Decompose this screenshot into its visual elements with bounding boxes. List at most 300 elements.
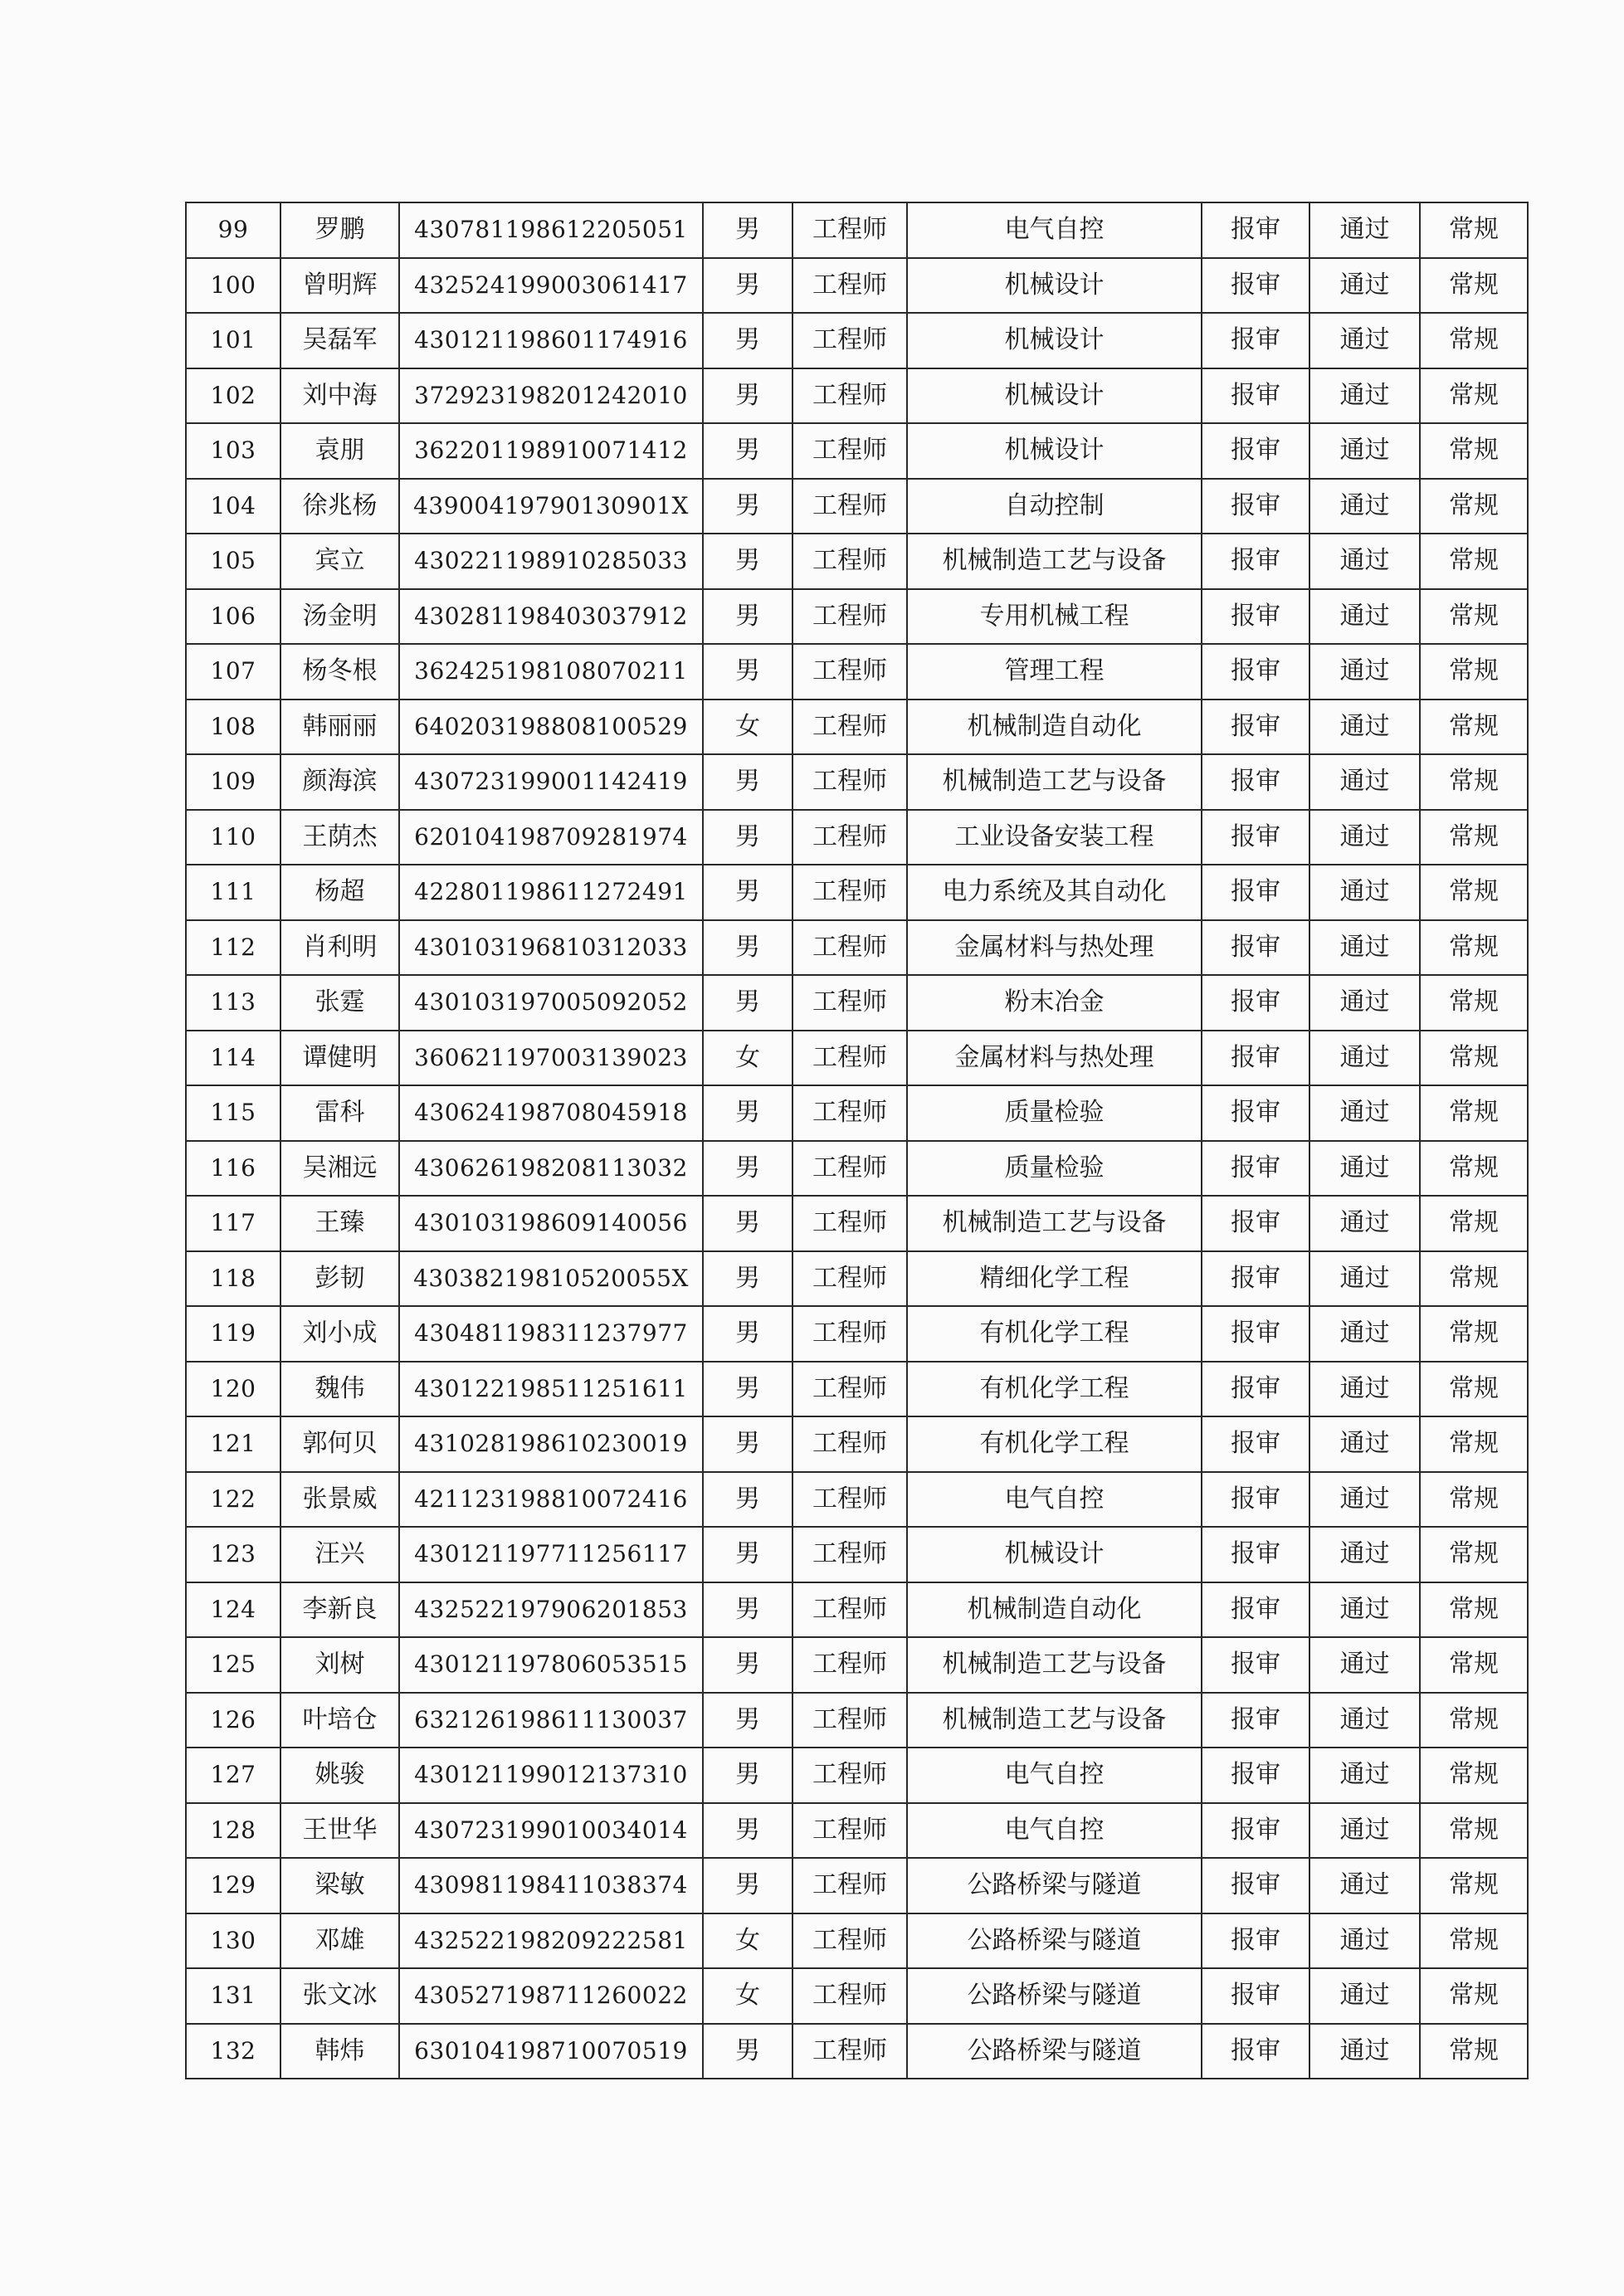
review-type-cell: 报审 xyxy=(1202,1306,1309,1362)
gender-cell: 男 xyxy=(703,1803,792,1859)
serial-number-cell: 125 xyxy=(186,1637,280,1693)
gender-cell: 男 xyxy=(703,589,792,645)
review-type-cell: 报审 xyxy=(1202,1251,1309,1307)
gender-cell: 男 xyxy=(703,754,792,810)
result-cell: 通过 xyxy=(1309,1306,1420,1362)
gender-cell: 女 xyxy=(703,1968,792,2024)
gender-cell: 男 xyxy=(703,1251,792,1307)
channel-cell: 常规 xyxy=(1420,1196,1528,1251)
review-type-cell: 报审 xyxy=(1202,1031,1309,1086)
name-cell: 张文冰 xyxy=(280,1968,399,2024)
serial-number-cell: 108 xyxy=(186,700,280,755)
result-cell: 通过 xyxy=(1309,1196,1420,1251)
id-number-cell: 43900419790130901X xyxy=(399,479,703,534)
title-cell: 工程师 xyxy=(792,754,907,810)
title-cell: 工程师 xyxy=(792,1527,907,1582)
table-row xyxy=(186,1472,1528,1528)
id-number-cell: 430221198910285033 xyxy=(399,534,703,589)
table-row xyxy=(186,1803,1528,1859)
title-cell: 工程师 xyxy=(792,1968,907,2024)
major-cell: 质量检验 xyxy=(907,1085,1202,1141)
table-row xyxy=(186,810,1528,865)
major-cell: 公路桥梁与隧道 xyxy=(907,1913,1202,1969)
major-cell: 机械制造工艺与设备 xyxy=(907,1637,1202,1693)
name-cell: 彭韧 xyxy=(280,1251,399,1307)
id-number-cell: 430281198403037912 xyxy=(399,589,703,645)
major-cell: 金属材料与热处理 xyxy=(907,920,1202,976)
serial-number-cell: 124 xyxy=(186,1582,280,1638)
serial-number-cell: 127 xyxy=(186,1748,280,1803)
id-number-cell: 432522198209222581 xyxy=(399,1913,703,1969)
id-number-cell: 430122198511251611 xyxy=(399,1362,703,1417)
result-cell: 通过 xyxy=(1309,1085,1420,1141)
id-number-cell: 430121197806053515 xyxy=(399,1637,703,1693)
gender-cell: 男 xyxy=(703,1472,792,1528)
name-cell: 杨超 xyxy=(280,865,399,920)
gender-cell: 男 xyxy=(703,1141,792,1197)
gender-cell: 男 xyxy=(703,1693,792,1748)
channel-cell: 常规 xyxy=(1420,1913,1528,1969)
review-type-cell: 报审 xyxy=(1202,1968,1309,2024)
major-cell: 管理工程 xyxy=(907,644,1202,700)
title-cell: 工程师 xyxy=(792,975,907,1031)
major-cell: 机械制造工艺与设备 xyxy=(907,754,1202,810)
channel-cell: 常规 xyxy=(1420,202,1528,258)
id-number-cell: 640203198808100529 xyxy=(399,700,703,755)
result-cell: 通过 xyxy=(1309,1141,1420,1197)
result-cell: 通过 xyxy=(1309,1527,1420,1582)
title-cell: 工程师 xyxy=(792,920,907,976)
serial-number-cell: 121 xyxy=(186,1416,280,1472)
review-type-cell: 报审 xyxy=(1202,258,1309,314)
table-row xyxy=(186,1251,1528,1307)
table-row xyxy=(186,2024,1528,2079)
table-row xyxy=(186,1858,1528,1913)
major-cell: 机械制造自动化 xyxy=(907,700,1202,755)
serial-number-cell: 102 xyxy=(186,368,280,424)
result-cell: 通过 xyxy=(1309,1031,1420,1086)
channel-cell: 常规 xyxy=(1420,1251,1528,1307)
review-type-cell: 报审 xyxy=(1202,589,1309,645)
title-cell: 工程师 xyxy=(792,865,907,920)
result-cell: 通过 xyxy=(1309,534,1420,589)
result-cell: 通过 xyxy=(1309,1748,1420,1803)
result-cell: 通过 xyxy=(1309,1362,1420,1417)
id-number-cell: 430121197711256117 xyxy=(399,1527,703,1582)
name-cell: 吴磊军 xyxy=(280,313,399,368)
name-cell: 刘中海 xyxy=(280,368,399,424)
result-cell: 通过 xyxy=(1309,313,1420,368)
channel-cell: 常规 xyxy=(1420,1472,1528,1528)
review-type-cell: 报审 xyxy=(1202,1693,1309,1748)
result-cell: 通过 xyxy=(1309,754,1420,810)
id-number-cell: 432522197906201853 xyxy=(399,1582,703,1638)
serial-number-cell: 122 xyxy=(186,1472,280,1528)
review-type-cell: 报审 xyxy=(1202,2024,1309,2079)
title-cell: 工程师 xyxy=(792,1582,907,1638)
id-number-cell: 421123198810072416 xyxy=(399,1472,703,1528)
id-number-cell: 362201198910071412 xyxy=(399,423,703,479)
major-cell: 有机化学工程 xyxy=(907,1416,1202,1472)
table-row xyxy=(186,313,1528,368)
gender-cell: 女 xyxy=(703,1031,792,1086)
major-cell: 电气自控 xyxy=(907,1748,1202,1803)
gender-cell: 男 xyxy=(703,644,792,700)
id-number-cell: 430527198711260022 xyxy=(399,1968,703,2024)
major-cell: 机械设计 xyxy=(907,313,1202,368)
title-cell: 工程师 xyxy=(792,810,907,865)
review-type-cell: 报审 xyxy=(1202,313,1309,368)
title-cell: 工程师 xyxy=(792,644,907,700)
major-cell: 机械设计 xyxy=(907,258,1202,314)
channel-cell: 常规 xyxy=(1420,534,1528,589)
result-cell: 通过 xyxy=(1309,1637,1420,1693)
table-row xyxy=(186,1141,1528,1197)
review-type-cell: 报审 xyxy=(1202,479,1309,534)
result-cell: 通过 xyxy=(1309,1803,1420,1859)
channel-cell: 常规 xyxy=(1420,1527,1528,1582)
result-cell: 通过 xyxy=(1309,479,1420,534)
review-type-cell: 报审 xyxy=(1202,1416,1309,1472)
serial-number-cell: 115 xyxy=(186,1085,280,1141)
result-cell: 通过 xyxy=(1309,810,1420,865)
major-cell: 机械制造工艺与设备 xyxy=(907,534,1202,589)
major-cell: 机械制造工艺与设备 xyxy=(907,1693,1202,1748)
serial-number-cell: 109 xyxy=(186,754,280,810)
serial-number-cell: 106 xyxy=(186,589,280,645)
review-type-cell: 报审 xyxy=(1202,810,1309,865)
serial-number-cell: 123 xyxy=(186,1527,280,1582)
result-cell: 通过 xyxy=(1309,1693,1420,1748)
channel-cell: 常规 xyxy=(1420,1031,1528,1086)
review-type-cell: 报审 xyxy=(1202,1141,1309,1197)
serial-number-cell: 104 xyxy=(186,479,280,534)
title-cell: 工程师 xyxy=(792,1362,907,1417)
channel-cell: 常规 xyxy=(1420,975,1528,1031)
channel-cell: 常规 xyxy=(1420,1085,1528,1141)
title-cell: 工程师 xyxy=(792,700,907,755)
id-number-cell: 430121199012137310 xyxy=(399,1748,703,1803)
id-number-cell: 430723199001142419 xyxy=(399,754,703,810)
title-cell: 工程师 xyxy=(792,1196,907,1251)
table-row xyxy=(186,865,1528,920)
serial-number-cell: 101 xyxy=(186,313,280,368)
table-row xyxy=(186,1913,1528,1969)
result-cell: 通过 xyxy=(1309,865,1420,920)
major-cell: 电气自控 xyxy=(907,1472,1202,1528)
review-type-cell: 报审 xyxy=(1202,1085,1309,1141)
result-cell: 通过 xyxy=(1309,202,1420,258)
table-row xyxy=(186,589,1528,645)
serial-number-cell: 111 xyxy=(186,865,280,920)
major-cell: 有机化学工程 xyxy=(907,1306,1202,1362)
id-number-cell: 630104198710070519 xyxy=(399,2024,703,2079)
id-number-cell: 372923198201242010 xyxy=(399,368,703,424)
major-cell: 专用机械工程 xyxy=(907,589,1202,645)
name-cell: 罗鹏 xyxy=(280,202,399,258)
channel-cell: 常规 xyxy=(1420,258,1528,314)
id-number-cell: 422801198611272491 xyxy=(399,865,703,920)
channel-cell: 常规 xyxy=(1420,810,1528,865)
name-cell: 李新良 xyxy=(280,1582,399,1638)
name-cell: 郭何贝 xyxy=(280,1416,399,1472)
review-type-cell: 报审 xyxy=(1202,1913,1309,1969)
table-row xyxy=(186,1748,1528,1803)
name-cell: 雷科 xyxy=(280,1085,399,1141)
id-number-cell: 430103196810312033 xyxy=(399,920,703,976)
id-number-cell: 430103198609140056 xyxy=(399,1196,703,1251)
name-cell: 王荫杰 xyxy=(280,810,399,865)
name-cell: 王臻 xyxy=(280,1196,399,1251)
title-cell: 工程师 xyxy=(792,1637,907,1693)
name-cell: 韩炜 xyxy=(280,2024,399,2079)
channel-cell: 常规 xyxy=(1420,1582,1528,1638)
name-cell: 张霆 xyxy=(280,975,399,1031)
channel-cell: 常规 xyxy=(1420,589,1528,645)
channel-cell: 常规 xyxy=(1420,1362,1528,1417)
gender-cell: 男 xyxy=(703,1748,792,1803)
id-number-cell: 43038219810520055X xyxy=(399,1251,703,1307)
result-cell: 通过 xyxy=(1309,920,1420,976)
review-type-cell: 报审 xyxy=(1202,1803,1309,1859)
name-cell: 魏伟 xyxy=(280,1362,399,1417)
review-type-cell: 报审 xyxy=(1202,368,1309,424)
table-row xyxy=(186,202,1528,258)
gender-cell: 男 xyxy=(703,1582,792,1638)
table-row xyxy=(186,1416,1528,1472)
table-row xyxy=(186,1362,1528,1417)
channel-cell: 常规 xyxy=(1420,313,1528,368)
serial-number-cell: 132 xyxy=(186,2024,280,2079)
result-cell: 通过 xyxy=(1309,644,1420,700)
serial-number-cell: 100 xyxy=(186,258,280,314)
roster-body xyxy=(186,202,1528,2079)
id-number-cell: 362425198108070211 xyxy=(399,644,703,700)
result-cell: 通过 xyxy=(1309,1472,1420,1528)
review-type-cell: 报审 xyxy=(1202,202,1309,258)
table-row xyxy=(186,1306,1528,1362)
result-cell: 通过 xyxy=(1309,2024,1420,2079)
major-cell: 电气自控 xyxy=(907,202,1202,258)
gender-cell: 男 xyxy=(703,423,792,479)
serial-number-cell: 103 xyxy=(186,423,280,479)
major-cell: 公路桥梁与隧道 xyxy=(907,1858,1202,1913)
name-cell: 徐兆杨 xyxy=(280,479,399,534)
table-row xyxy=(186,1085,1528,1141)
name-cell: 汪兴 xyxy=(280,1527,399,1582)
review-type-cell: 报审 xyxy=(1202,1472,1309,1528)
name-cell: 张景威 xyxy=(280,1472,399,1528)
channel-cell: 常规 xyxy=(1420,865,1528,920)
name-cell: 汤金明 xyxy=(280,589,399,645)
review-type-cell: 报审 xyxy=(1202,1196,1309,1251)
name-cell: 谭健明 xyxy=(280,1031,399,1086)
serial-number-cell: 117 xyxy=(186,1196,280,1251)
serial-number-cell: 119 xyxy=(186,1306,280,1362)
name-cell: 颜海滨 xyxy=(280,754,399,810)
id-number-cell: 620104198709281974 xyxy=(399,810,703,865)
gender-cell: 男 xyxy=(703,1416,792,1472)
result-cell: 通过 xyxy=(1309,700,1420,755)
name-cell: 梁敏 xyxy=(280,1858,399,1913)
serial-number-cell: 112 xyxy=(186,920,280,976)
channel-cell: 常规 xyxy=(1420,700,1528,755)
title-cell: 工程师 xyxy=(792,1748,907,1803)
channel-cell: 常规 xyxy=(1420,754,1528,810)
result-cell: 通过 xyxy=(1309,1416,1420,1472)
result-cell: 通过 xyxy=(1309,1913,1420,1969)
name-cell: 肖利明 xyxy=(280,920,399,976)
gender-cell: 男 xyxy=(703,865,792,920)
result-cell: 通过 xyxy=(1309,975,1420,1031)
roster-table xyxy=(185,202,1529,2079)
id-number-cell: 430781198612205051 xyxy=(399,202,703,258)
name-cell: 韩丽丽 xyxy=(280,700,399,755)
channel-cell: 常规 xyxy=(1420,1748,1528,1803)
major-cell: 金属材料与热处理 xyxy=(907,1031,1202,1086)
id-number-cell: 430624198708045918 xyxy=(399,1085,703,1141)
serial-number-cell: 129 xyxy=(186,1858,280,1913)
gender-cell: 男 xyxy=(703,1196,792,1251)
title-cell: 工程师 xyxy=(792,534,907,589)
table-row xyxy=(186,423,1528,479)
channel-cell: 常规 xyxy=(1420,1416,1528,1472)
review-type-cell: 报审 xyxy=(1202,534,1309,589)
title-cell: 工程师 xyxy=(792,479,907,534)
title-cell: 工程师 xyxy=(792,1085,907,1141)
channel-cell: 常规 xyxy=(1420,644,1528,700)
gender-cell: 男 xyxy=(703,1362,792,1417)
title-cell: 工程师 xyxy=(792,368,907,424)
table-row xyxy=(186,1527,1528,1582)
table-row xyxy=(186,1196,1528,1251)
table-row xyxy=(186,754,1528,810)
result-cell: 通过 xyxy=(1309,368,1420,424)
major-cell: 电力系统及其自动化 xyxy=(907,865,1202,920)
name-cell: 姚骏 xyxy=(280,1748,399,1803)
serial-number-cell: 131 xyxy=(186,1968,280,2024)
id-number-cell: 430103197005092052 xyxy=(399,975,703,1031)
channel-cell: 常规 xyxy=(1420,1968,1528,2024)
review-type-cell: 报审 xyxy=(1202,920,1309,976)
name-cell: 邓雄 xyxy=(280,1913,399,1969)
serial-number-cell: 116 xyxy=(186,1141,280,1197)
review-type-cell: 报审 xyxy=(1202,1362,1309,1417)
channel-cell: 常规 xyxy=(1420,920,1528,976)
result-cell: 通过 xyxy=(1309,1582,1420,1638)
table-row xyxy=(186,1693,1528,1748)
review-type-cell: 报审 xyxy=(1202,975,1309,1031)
gender-cell: 男 xyxy=(703,202,792,258)
channel-cell: 常规 xyxy=(1420,368,1528,424)
gender-cell: 男 xyxy=(703,1858,792,1913)
review-type-cell: 报审 xyxy=(1202,700,1309,755)
table-row xyxy=(186,1582,1528,1638)
gender-cell: 男 xyxy=(703,1306,792,1362)
result-cell: 通过 xyxy=(1309,258,1420,314)
title-cell: 工程师 xyxy=(792,1416,907,1472)
major-cell: 机械设计 xyxy=(907,368,1202,424)
result-cell: 通过 xyxy=(1309,1251,1420,1307)
title-cell: 工程师 xyxy=(792,423,907,479)
id-number-cell: 430626198208113032 xyxy=(399,1141,703,1197)
name-cell: 叶培仓 xyxy=(280,1693,399,1748)
channel-cell: 常规 xyxy=(1420,1803,1528,1859)
title-cell: 工程师 xyxy=(792,1858,907,1913)
table-row xyxy=(186,258,1528,314)
table-row xyxy=(186,920,1528,976)
serial-number-cell: 126 xyxy=(186,1693,280,1748)
channel-cell: 常规 xyxy=(1420,2024,1528,2079)
gender-cell: 女 xyxy=(703,1913,792,1969)
major-cell: 质量检验 xyxy=(907,1141,1202,1197)
serial-number-cell: 128 xyxy=(186,1803,280,1859)
major-cell: 精细化学工程 xyxy=(907,1251,1202,1307)
title-cell: 工程师 xyxy=(792,589,907,645)
major-cell: 工业设备安装工程 xyxy=(907,810,1202,865)
review-type-cell: 报审 xyxy=(1202,1637,1309,1693)
major-cell: 公路桥梁与隧道 xyxy=(907,1968,1202,2024)
name-cell: 吴湘远 xyxy=(280,1141,399,1197)
major-cell: 机械制造工艺与设备 xyxy=(907,1196,1202,1251)
gender-cell: 女 xyxy=(703,700,792,755)
review-type-cell: 报审 xyxy=(1202,423,1309,479)
name-cell: 宾立 xyxy=(280,534,399,589)
id-number-cell: 632126198611130037 xyxy=(399,1693,703,1748)
table-row xyxy=(186,368,1528,424)
major-cell: 粉末冶金 xyxy=(907,975,1202,1031)
title-cell: 工程师 xyxy=(792,1913,907,1969)
gender-cell: 男 xyxy=(703,975,792,1031)
major-cell: 机械设计 xyxy=(907,423,1202,479)
serial-number-cell: 130 xyxy=(186,1913,280,1969)
serial-number-cell: 110 xyxy=(186,810,280,865)
id-number-cell: 430723199010034014 xyxy=(399,1803,703,1859)
title-cell: 工程师 xyxy=(792,1306,907,1362)
table-row xyxy=(186,975,1528,1031)
gender-cell: 男 xyxy=(703,258,792,314)
table-row xyxy=(186,1637,1528,1693)
serial-number-cell: 99 xyxy=(186,202,280,258)
gender-cell: 男 xyxy=(703,1085,792,1141)
gender-cell: 男 xyxy=(703,1527,792,1582)
serial-number-cell: 114 xyxy=(186,1031,280,1086)
table-row xyxy=(186,479,1528,534)
major-cell: 机械设计 xyxy=(907,1527,1202,1582)
table-row xyxy=(186,1031,1528,1086)
serial-number-cell: 105 xyxy=(186,534,280,589)
result-cell: 通过 xyxy=(1309,1968,1420,2024)
title-cell: 工程师 xyxy=(792,313,907,368)
serial-number-cell: 107 xyxy=(186,644,280,700)
gender-cell: 男 xyxy=(703,368,792,424)
gender-cell: 男 xyxy=(703,810,792,865)
gender-cell: 男 xyxy=(703,1637,792,1693)
channel-cell: 常规 xyxy=(1420,423,1528,479)
gender-cell: 男 xyxy=(703,479,792,534)
gender-cell: 男 xyxy=(703,2024,792,2079)
review-type-cell: 报审 xyxy=(1202,1748,1309,1803)
gender-cell: 男 xyxy=(703,920,792,976)
table-row xyxy=(186,534,1528,589)
serial-number-cell: 120 xyxy=(186,1362,280,1417)
table-row xyxy=(186,700,1528,755)
name-cell: 曾明辉 xyxy=(280,258,399,314)
channel-cell: 常规 xyxy=(1420,1306,1528,1362)
title-cell: 工程师 xyxy=(792,1693,907,1748)
title-cell: 工程师 xyxy=(792,2024,907,2079)
result-cell: 通过 xyxy=(1309,423,1420,479)
